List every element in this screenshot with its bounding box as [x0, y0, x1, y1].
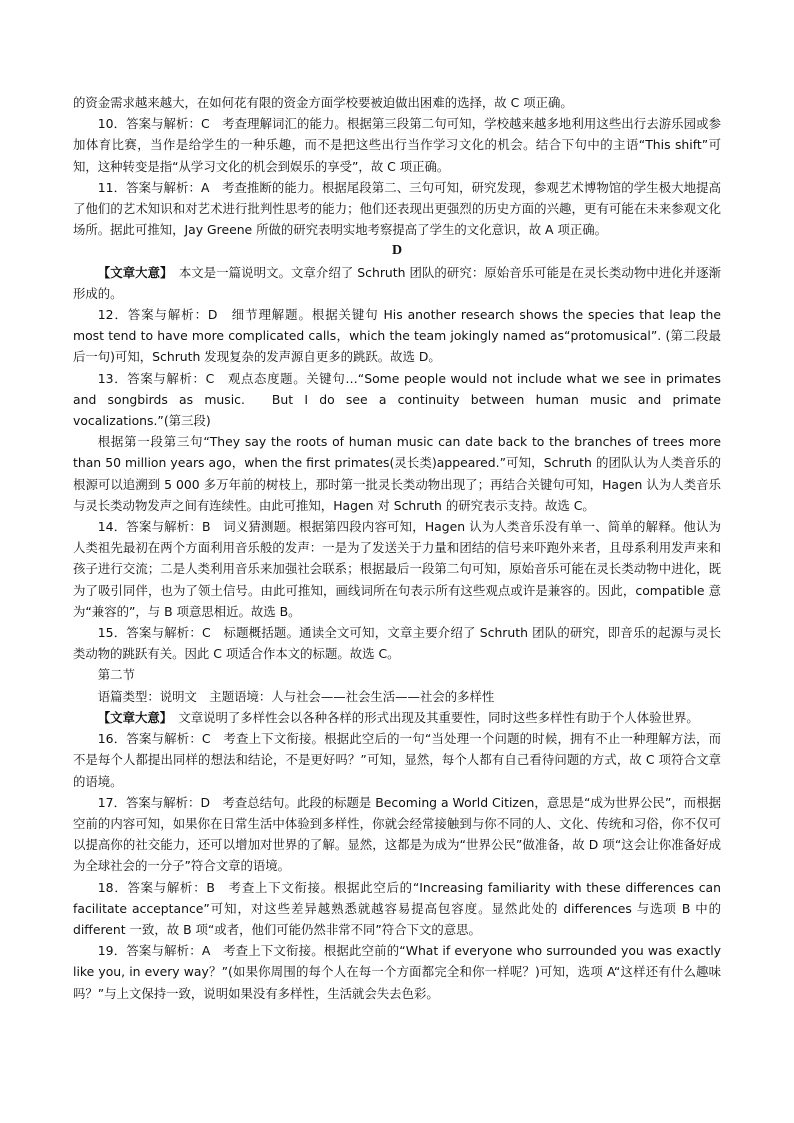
section-heading-d: D: [391, 243, 403, 259]
answer-18: 18．答案与解析：B 考查上下文衔接。根据此空后的“Increasing familiarity with these differences can facilitate acceptance”可知，对这些差异越熟悉就越容易提高包容度。显然此处的 differences 与选项 B 中的 different 一致，故 B 项“或者，他们可能仍然非常不同”符合下文的意思。: [73, 879, 721, 937]
summary-label: 【文章大意】: [97, 264, 167, 280]
summary-2: [73, 707, 721, 728]
paragraph-continuation: 的资金需求越来越大，在如何花有限的资金方面学校要被迫做出困难的选择，故 C 项正确。: [73, 95, 573, 110]
answer-10: 10．答案与解析：C 考查理解词汇的能力。根据第三段第二句可知，学校越来越多地利用这些出行去游乐园或参加体育比赛，当作是给学生的一种乐趣，而不是把这些出行当作学习文化的机会。结合下句中的主语“This shift”可知，这种转变是指“从学习文化的机会到娱乐的享受”，故 C 项正确。: [73, 116, 721, 174]
passage-type: 语篇类型：说明文 主题语境：人与社会——社会生活——社会的多样性: [97, 688, 495, 704]
answer-11: 11．答案与解析：A 考查推断的能力。根据尾段第二、三句可知，研究发现，参观艺术博物馆的学生极大地提高了他们的艺术知识和对艺术进行批判性思考的能力；他们还表现出更强烈的历史方面的兴趣，更有可能在未来参观文化场所。据此可推知，Jay Greene 所做的研究表明实地考察提高了学生的文化意识，故 A 项正确。: [73, 179, 721, 238]
answer-16: 16．答案与解析：C 考查上下文衔接。根据此空后的一句“当处理一个问题的时候，拥有不止一种理解方法，而不是每个人都提出同样的想法和结论，不是更好吗？”可知，显然，每个人都有自己看待问题的方式，故 C 项符合文章的语境。: [73, 731, 721, 789]
section-heading-2: 第二节: [97, 667, 135, 683]
answer-15: 15．答案与解析：C 标题概括题。通读全文可知，文章主要介绍了 Schruth 团队的研究，即音乐的起源与灵长类动物的跳跃有关。因此 C 项适合作本文的标题。故选 C。: [73, 625, 721, 662]
answer-13-explanation: 根据第一段第三句“They say the roots of human music can date back to the branches of trees more than 50 million years ago，when the first primates(灵长类)appeared.”可知，Schruth 的团队认为人类音乐的根源可以追溯到 5 000 多万年前的树枝上，那时第一批灵长类动物出现了；再结合关键句可知，Hagen 认为人类音乐与灵长类动物发声之间有连续性。由此可推知，Hagen 对 Schruth 的研究表示支持。故选 C。: [73, 434, 721, 513]
summary-2-text: 文章说明了多样性会以各种各样的形式出现及其重要性，同时这些多样性有助于个人体验世界。: [165, 709, 699, 725]
answer-14: 14．答案与解析：B 词义猜测题。根据第四段内容可知，Hagen 认为人类音乐没有单一、简单的解释。他认为人类祖先最初在两个方面利用音乐般的发声：一是为了发送关于力量和团结的信号来吓跑外来者，且母系利用发声来和孩子进行交流；二是人类利用音乐来加强社会联系；根据最后一段第二句可知，原始音乐可能在灵长类动物中进化，既为了吸引同伴，也为了领土信号。由此可推知，画线词所在句表示所有这些观点或许是兼容的。因此，compatible 意为“兼容的”，与 B 项意思相近。故选 B。: [73, 519, 721, 619]
summary-d-text: 本文是一篇说明文。文章介绍了 Schruth 团队的研究：原始音乐可能是在灵长类动物中进化并逐渐形成的。: [73, 264, 721, 301]
answer-19: 19．答案与解析：A 考查上下文衔接。根据此空前的“What if everyone who surrounded you was exactly like you, in every way？”(如果你周围的每个人在每一个方面都完全和你一样呢？)可知，选项 A“这样还有什么趣味吗？”与上文保持一致，说明如果没有多样性，生活就会失去色彩。: [73, 943, 721, 1001]
answer-13: 13．答案与解析：C 观点态度题。关键句…“Some people would not include what we see in primates and songbirds as music. But I do see a continuity between human music and primate vocalizations.”(第三段): [73, 370, 721, 429]
summary-d: [73, 262, 721, 304]
summary-label-2: 【文章大意】: [97, 709, 166, 725]
answer-17: 17．答案与解析：D 考查总结句。此段的标题是 Becoming a World Citizen，意思是“成为世界公民”，而根据空前的内容可知，如果你在日常生活中体验到多样性，你就会经常接触到与你不同的人、文化、传统和习俗，你不仅可以提高你的社交能力，还可以增加对世界的了解。显然，这都是为成为“世界公民”做准备，故 D 项“这会让你准备好成为全球社会的一分子”符合文章的语境。: [73, 794, 721, 874]
answer-12: 12．答案与解析：D 细节理解题。根据关键句 His another research shows the species that leap the most tend to have more complicated calls，which the team jokingly named as“protomusical”. (第二段最后一句)可知，Schruth 发现复杂的发声源自更多的跳跃。故选 D。: [73, 307, 721, 365]
